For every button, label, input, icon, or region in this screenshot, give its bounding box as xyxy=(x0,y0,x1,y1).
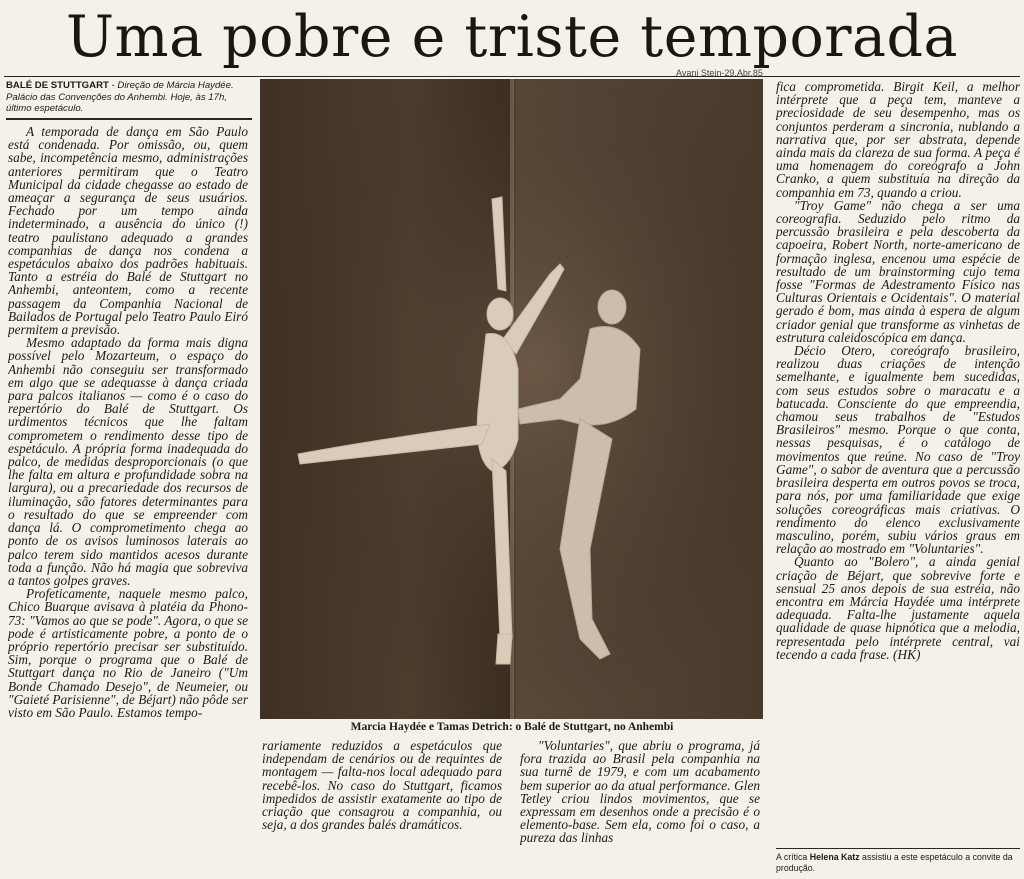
article-column-1 xyxy=(8,125,248,879)
headline-rule xyxy=(4,76,1020,77)
note-prefix: A crítica xyxy=(776,852,810,862)
dancers-photo xyxy=(260,79,763,719)
paragraph: "Troy Game" não chega a ser uma coreografia. Seduzido pelo ritmo da percussão brasileira e pela descoberta da capoeira, Robert North, norte-americano de formação inglesa, encenou uma espécie de resultado de um brainstorming cujo tema fosse "Formas de Adestramento Físico nas Culturas Orientais e Ocidentais". O material gerado é bom, mas ainda à espera de algum criador genial que transforme as vinhetas de estrutura caleidoscópica em dança. xyxy=(776,197,1020,345)
dancers-illustration xyxy=(260,79,763,719)
note-suffix: assistiu a este espetáculo a convite da produção. xyxy=(776,852,1013,873)
note-rule xyxy=(776,848,1020,849)
author-note xyxy=(776,852,1022,873)
critic-name: Helena Katz xyxy=(809,852,860,862)
article-column-4 xyxy=(776,80,1020,845)
credits-text: - Direção de Márcia Haydée. Palácio das Convenções do Anhembi. Hoje, às 17h, último espetáculo. xyxy=(6,80,234,114)
paragraph: rariamente reduzidos a espetáculos que independam de cenários ou de requintes de montagem — falta-nos local adequado para recebê-los. No caso do Stuttgart, ficamos impedidos de assistir exatamente ao tipo de criação que consagrou a companhia, ou seja, a dos grandes balés dramáticos. xyxy=(262,739,502,833)
credits-rule xyxy=(6,118,252,120)
credits-label: BALÉ DE STUTTGART xyxy=(6,80,109,91)
photo-caption: Marcia Haydée e Tamas Detrich: o Balé de Stuttgart, no Anhembi xyxy=(350,721,674,733)
paragraph: Quanto ao "Bolero", a ainda genial criação de Béjart, que sobrevive forte e sensual 25 anos depois de sua estréia, não encontra em Márcia Haydée uma intérprete adequada. Falta-lhe justamente aquela qualidade de quase hipnótica que a melodia, representada pelo intérprete central, vai tecendo a cada frase. (HK) xyxy=(776,554,1020,662)
paragraph: Profeticamente, naquele mesmo palco, Chico Buarque avisava à platéia da Phono-73: "Vamos ao que se pode". Agora, o que se pode é artisticamente pobre, a ponto de o próprio repertório precisar ser substituído. Sim, porque o programa que o Balé de Stuttgart dança no Rio de Janeiro ("Um Bonde Chamado Desejo", de Neumeier, ou "Gaieté Parisienne", de Béjart) não pôde ser visto em São Paulo. Estamos tempo- xyxy=(8,586,248,720)
photo-credit: Avani Stein-29.Abr.85 xyxy=(676,68,763,78)
paragraph: fica comprometida. Birgit Keil, a melhor intérprete que a peça tem, manteve a preciosidade de seu desempenho, mas os conjuntos perderam a sincronia, nublando a narrativa que, por ser abstrata, depende ainda mais da clareza de sua forma. A peça é uma homenagem do coreógrafo a John Cranko, a quem substituía na direção da companhia em 73, quando a criou. xyxy=(776,80,1020,200)
paragraph: Décio Otero, coreógrafo brasileiro, realizou duas criações de intenção semelhante, e igualmente bem sucedidas, com seus estudos sobre o maracatu e a batucada. Consciente do que empreendia, chamou seus trabalhos de "Estudos Brasileiros" mesmo. Porque o que conta, nessas pesquisas, é o catálogo de movimentos que reúne. No caso de "Troy Game", o sabor de aventura que a percussão brasileira desperta em outros povos se troca, para nós, por uma familiaridade que exige soluções coreográficas mais criativas. O rendimento do elenco exclusivamente masculino, porém, subiu vários graus em relação ao mostrado em "Voluntaries". xyxy=(776,343,1020,557)
article-column-2 xyxy=(262,739,502,879)
paragraph: A temporada de dança em São Paulo está condenada. Por omissão, ou, quem sabe, incompetência mesmo, administrações anteriores permitiram que o Teatro Municipal da cidade chegasse ao estado de ameaçar a segurança de seus usuários. Fechado por um tempo ainda indeterminado, a ausência do único (!) teatro paulistano adequado a grandes companhias de dança nos condena a espetáculos abaixo dos padrões habituais. Tanto a estréia do Balé de Stuttgart no Anhembi, anteontem, como a recente passagem da Companhia Nacional de Bailados de Portugal pelo Teatro Paulo Eiró permitem a previsão. xyxy=(8,125,248,338)
paragraph: "Voluntaries", que abriu o programa, já fora trazida ao Brasil pela companhia na sua turnê de 1979, e com um acabamento bem superior ao da atual performance. Glen Tetley criou lindos movimentos, que se expressam em desenhos onde a precisão é o elemento-base. Sem ela, como foi o caso, a pureza das linhas xyxy=(520,739,760,846)
headline: Uma pobre e triste temporada xyxy=(65,4,959,70)
performance-credits xyxy=(6,80,252,115)
article-column-3 xyxy=(520,739,760,879)
paragraph: Mesmo adaptado da forma mais digna possível pelo Mozarteum, o espaço do Anhembi não conseguiu ser transformado em algo que se adequasse à dança criada para palcos italianos — como é o caso do repertório do Balé de Stuttgart. Os urdimentos técnicos que lhe faltam comprometem o rendimento desse tipo de espetáculo. A própria forma inadequada do palco, de medidas desproporcionais (o que lhe falta em altura e profundidade sobra na largura), ou a precariedade dos recursos de iluminação, são fatores determinantes para o resultado do que se empreender com dança lá. O comprometimento chega ao ponto de os avisos luminosos laterais ao palco terem sido mantidos acesos durante toda a função. Não há magia que sobreviva a tantos golpes graves. xyxy=(8,335,248,588)
